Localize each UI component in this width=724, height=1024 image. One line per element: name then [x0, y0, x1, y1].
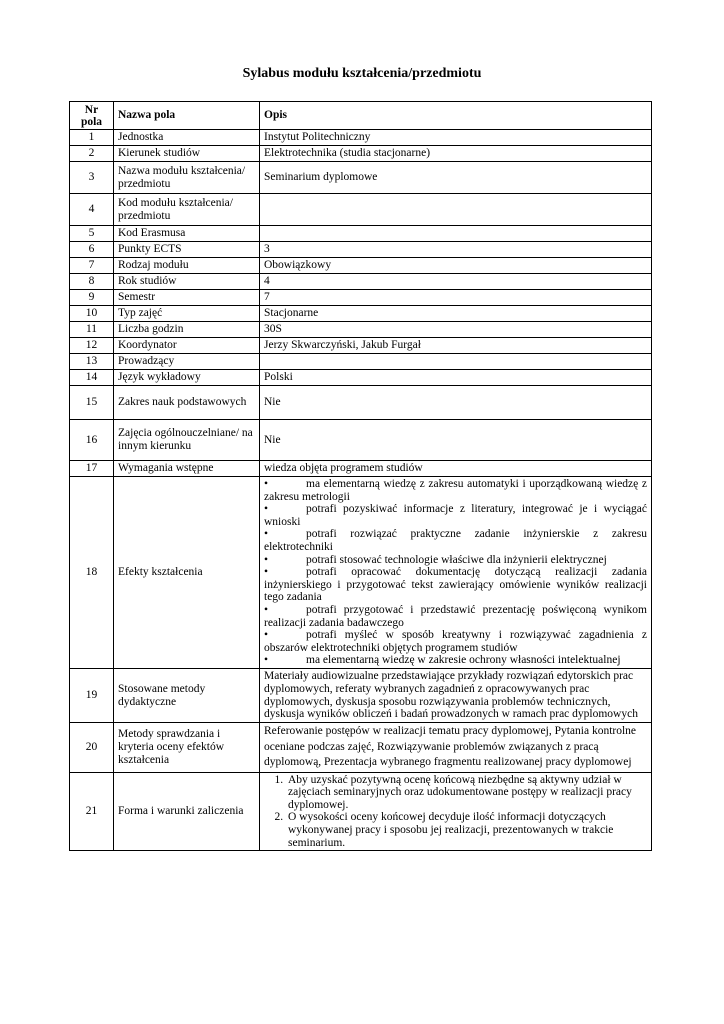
header-nr-line2: pola — [80, 115, 103, 128]
table-row-credit-conditions — [70, 772, 652, 851]
field-nr: 4 — [70, 194, 114, 226]
field-name: Stosowane metody dydaktyczne — [114, 668, 260, 722]
list-item: 1. Aby uzyskać pozytywną ocenę końcową niezbędne są aktywny udział w zajęciach seminaryjnych oraz udokumentowane postępy w realizacji pracy dyplomowej. — [286, 774, 647, 812]
table-row — [70, 386, 652, 420]
bullet-icon: • — [264, 528, 269, 541]
list-item: • potrafi pozyskiwać informacje z literatury, integrować je i wyciągać wnioski — [264, 503, 647, 528]
field-nr: 1 — [70, 130, 114, 146]
table-row — [70, 290, 652, 306]
header-row — [70, 102, 652, 130]
field-name: Kod modułu kształcenia/ przedmiotu — [114, 194, 260, 226]
field-name: Wymagania wstępne — [114, 461, 260, 477]
field-value: Stacjonarne — [260, 306, 652, 322]
table-row — [70, 306, 652, 322]
field-nr: 20 — [70, 723, 114, 773]
table-row — [70, 420, 652, 461]
table-row — [70, 338, 652, 354]
field-name: Koordynator — [114, 338, 260, 354]
field-value: Nie — [260, 386, 652, 420]
field-nr: 16 — [70, 420, 114, 461]
field-name: Nazwa modułu kształcenia/ przedmiotu — [114, 162, 260, 194]
document-title: Sylabus modułu kształcenia/przedmiotu — [242, 66, 482, 81]
table-row — [70, 130, 652, 146]
field-value: Polski — [260, 370, 652, 386]
field-value: wiedza objęta programem studiów — [260, 461, 652, 477]
field-nr: 5 — [70, 226, 114, 242]
field-name: Jednostka — [114, 130, 260, 146]
table-row — [70, 226, 652, 242]
field-name: Rodzaj modułu — [114, 258, 260, 274]
table-row — [70, 461, 652, 477]
bullet-icon: • — [264, 566, 269, 579]
list-item: • potrafi myśleć w sposób kreatywny i rozwiązywać zagadnienia z obszarów elektrotechniki objętych programem studiów — [264, 629, 647, 654]
field-nr: 11 — [70, 322, 114, 338]
field-nr: 13 — [70, 354, 114, 370]
field-nr: 9 — [70, 290, 114, 306]
table-row — [70, 242, 652, 258]
bullet-icon: • — [264, 553, 269, 566]
field-name: Kierunek studiów — [114, 146, 260, 162]
field-name: Efekty kształcenia — [114, 477, 260, 669]
field-nr: 15 — [70, 386, 114, 420]
table-row-learning-outcomes — [70, 477, 652, 669]
table-row — [70, 258, 652, 274]
field-nr: 2 — [70, 146, 114, 162]
field-value: Elektrotechnika (studia stacjonarne) — [260, 146, 652, 162]
header-nr-line1: Nr — [84, 103, 99, 116]
field-value: 4 — [260, 274, 652, 290]
numbered-list — [264, 774, 647, 850]
table-row-assessment-methods — [70, 723, 652, 773]
field-nr: 12 — [70, 338, 114, 354]
field-nr: 18 — [70, 477, 114, 669]
field-name: Język wykładowy — [114, 370, 260, 386]
field-name: Zajęcia ogólnouczelniane/ na innym kierunku — [114, 420, 260, 461]
header-desc: Opis — [260, 102, 652, 130]
table-row — [70, 146, 652, 162]
field-name: Forma i warunki zaliczenia — [114, 772, 260, 851]
field-value: Nie — [260, 420, 652, 461]
table-row — [70, 274, 652, 290]
bullet-icon: • — [264, 503, 269, 516]
table-row — [70, 162, 652, 194]
table-row — [70, 354, 652, 370]
list-item: • ma elementarną wiedzę z zakresu automatyki i uporządkowaną wiedzę z zakresu metrologii — [264, 478, 647, 503]
header-name: Nazwa pola — [114, 102, 260, 130]
field-name: Semestr — [114, 290, 260, 306]
field-value: Instytut Politechniczny — [260, 130, 652, 146]
field-nr: 14 — [70, 370, 114, 386]
field-value — [260, 354, 652, 370]
field-value: Obowiązkowy — [260, 258, 652, 274]
syllabus-table — [69, 101, 652, 851]
field-value: Referowanie postępów w realizacji tematu pracy dyplomowej, Pytania kontrolne oceniane podczas zajęć, Rozwiązywanie problemów związanych z pracą dyplomową, Prezentacja wybranego fragmentu realizowanej pracy dyplomowej — [260, 723, 652, 773]
field-name: Prowadzący — [114, 354, 260, 370]
field-value: Seminarium dyplomowe — [260, 162, 652, 194]
field-value: Jerzy Skwarczyński, Jakub Furgał — [260, 338, 652, 354]
field-nr: 17 — [70, 461, 114, 477]
list-item: • potrafi opracować dokumentację dotyczącą realizacji zadania inżynierskiego i przygotować tekst zawierający omówienie wyników realizacji tego zadania — [264, 566, 647, 604]
list-item: 2. O wysokości oceny końcowej decyduje ilość informacji dotyczących wykonywanej pracy i sposobu jej realizacji, prezentowanych w trakcie seminarium. — [286, 811, 647, 849]
table-row-teaching-methods — [70, 668, 652, 722]
field-nr: 10 — [70, 306, 114, 322]
list-item: • ma elementarną wiedzę w zakresie ochrony własności intelektualnej — [264, 654, 621, 667]
bullet-icon: • — [264, 478, 269, 490]
field-value: 3 — [260, 242, 652, 258]
bullet-icon: • — [264, 629, 269, 642]
field-name: Typ zajęć — [114, 306, 260, 322]
field-nr: 6 — [70, 242, 114, 258]
list-item: • potrafi przygotować i przedstawić prezentację poświęconą wynikom realizacji zadania badawczego — [264, 603, 647, 629]
field-nr: 3 — [70, 162, 114, 194]
field-value: 7 — [260, 290, 652, 306]
field-value — [260, 226, 652, 242]
bullet-icon: • — [264, 654, 269, 667]
list-item: • potrafi stosować technologie właściwe dla inżynierii elektrycznej — [264, 553, 607, 566]
field-value: Materiały audiowizualne przedstawiające przykłady rozwiązań edytorskich prac dyplomowych, referaty wybranych zagadnień z opracowywanych prac dyplomowych, dyskusja sposobu rozwiązywania problemów technicznych, dyskusja wyników obliczeń i badań prowadzonych w ramach prac dyplomowych — [260, 668, 652, 722]
field-name: Liczba godzin — [114, 322, 260, 338]
field-value: 30S — [260, 322, 652, 338]
table-row — [70, 370, 652, 386]
field-nr: 8 — [70, 274, 114, 290]
learning-outcomes-list — [260, 477, 652, 669]
header-nr — [70, 102, 114, 130]
field-name: Rok studiów — [114, 274, 260, 290]
field-name: Kod Erasmusa — [114, 226, 260, 242]
table-row — [70, 322, 652, 338]
field-nr: 7 — [70, 258, 114, 274]
list-item: • potrafi rozwiązać praktyczne zadanie inżynierskie z zakresu elektrotechniki — [264, 528, 647, 553]
bullet-icon: • — [264, 603, 269, 616]
field-nr: 19 — [70, 668, 114, 722]
field-name: Punkty ECTS — [114, 242, 260, 258]
field-name: Metody sprawdzania i kryteria oceny efektów kształcenia — [114, 723, 260, 773]
field-name: Zakres nauk podstawowych — [114, 386, 260, 420]
table-row — [70, 194, 652, 226]
credit-conditions-list — [260, 772, 652, 851]
field-nr: 21 — [70, 772, 114, 851]
field-value — [260, 194, 652, 226]
